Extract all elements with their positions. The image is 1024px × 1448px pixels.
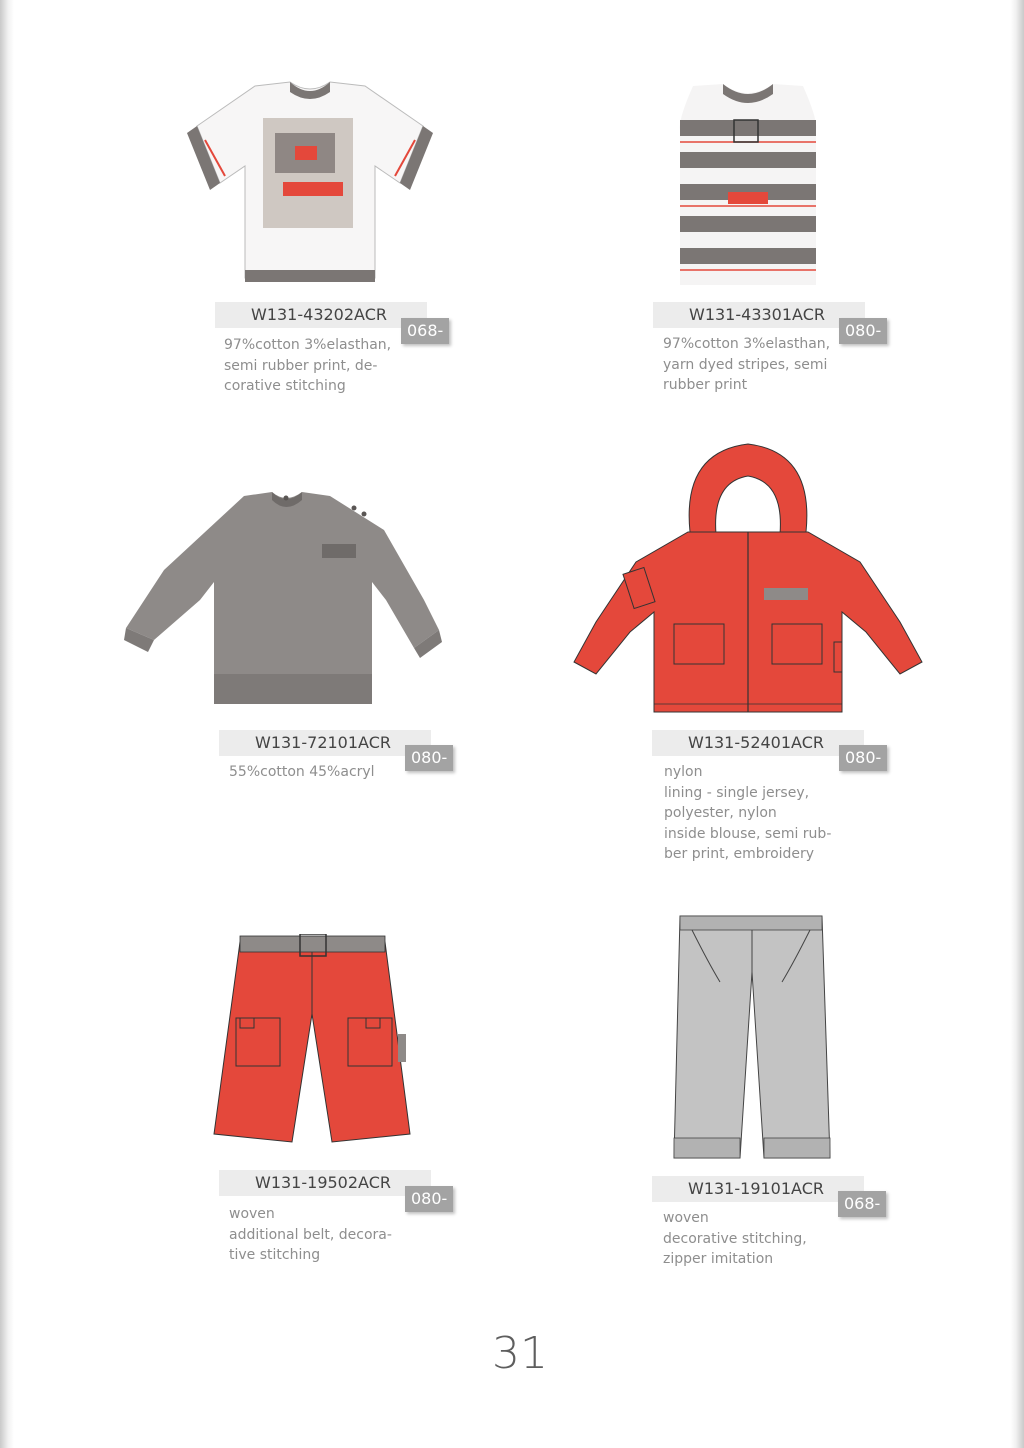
product-description: 97%cotton 3%elasthan, semi rubber print, de- corative stitching [224, 337, 392, 394]
trousers-icon [672, 912, 832, 1162]
jacket-icon [570, 442, 926, 718]
size-range-tag: 068-098 [401, 318, 449, 344]
size-range-tag: 080-098 [405, 745, 453, 771]
sweater-icon [124, 490, 442, 710]
size-range-tag: 080-098 [839, 745, 887, 771]
size-range-tag: 068-098 [838, 1191, 886, 1217]
size-range-tag: 080-098 [405, 1186, 453, 1212]
shorts-icon [210, 934, 415, 1150]
product-description: nylon lining - single jersey, polyester, nylon inside blouse, semi rub- ber print, embroidery [664, 764, 832, 862]
product-code: W131-52401ACR [652, 730, 864, 756]
product-code: W131-43301ACR [653, 302, 865, 328]
size-range-tag: 080-098 [839, 318, 887, 344]
product-code: W131-19101ACR [652, 1176, 864, 1202]
product-description: woven additional belt, decora- tive stitching [229, 1206, 392, 1263]
product-description: 97%cotton 3%elasthan, yarn dyed stripes, semi rubber print [663, 336, 831, 393]
product-description: woven decorative stitching, zipper imitation [663, 1210, 807, 1267]
tank-top-icon [668, 80, 828, 290]
product-code: W131-72101ACR [219, 730, 431, 756]
tshirt-icon [185, 78, 435, 290]
product-description: 55%cotton 45%acryl [229, 764, 375, 780]
page-edge-left [0, 0, 14, 1448]
product-code: W131-43202ACR [215, 302, 427, 328]
page-edge-right [1010, 0, 1024, 1448]
product-code: W131-19502ACR [219, 1170, 431, 1196]
page-number: 31 [492, 1328, 548, 1379]
